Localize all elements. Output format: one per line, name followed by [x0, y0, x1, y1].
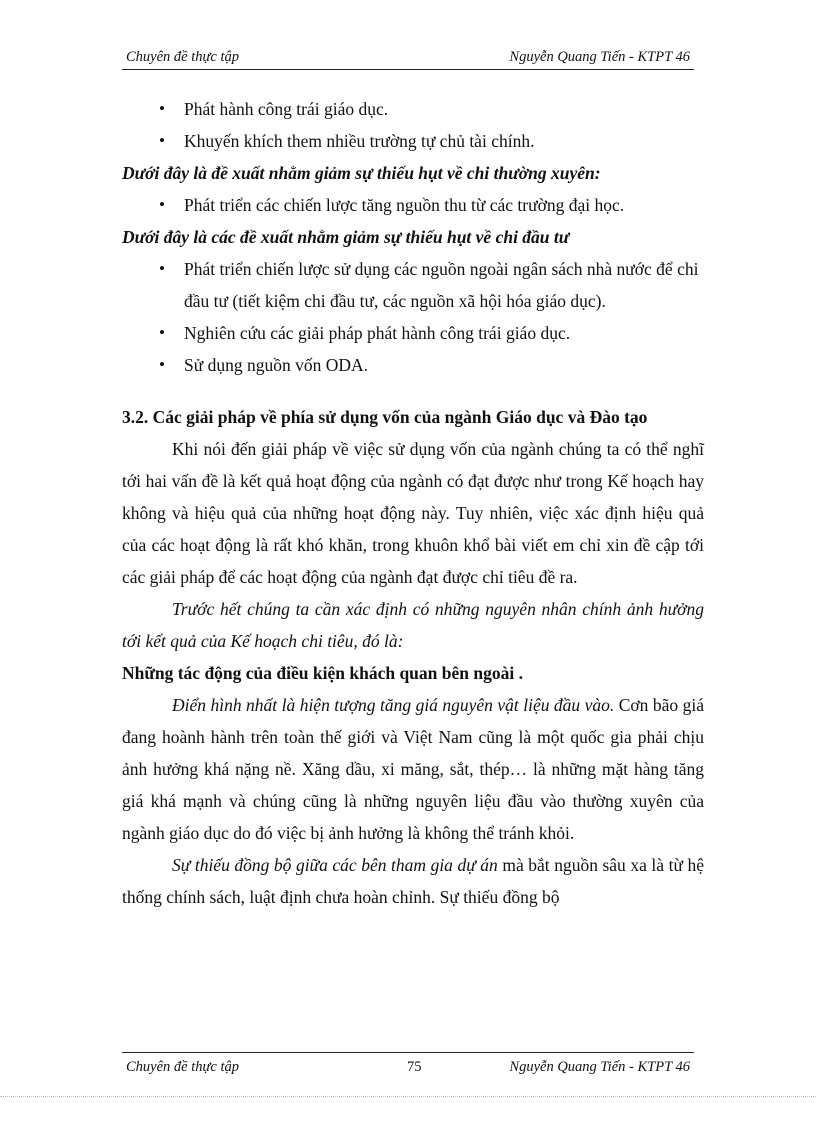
list-item: • Phát hành công trái giáo dục. [122, 93, 704, 125]
footer-right: Nguyễn Quang Tiến - KTPT 46 [509, 1059, 690, 1075]
paragraph-text: Cơn bão giá đang hoành hành trên toàn thế giới và Việt Nam cũng là một quốc gia phải chịu ảnh hưởng khá nặng nề. Xăng dầu, xi măng, sắt, thép… là những mặt hàng tăng giá khá mạnh và chúng cũng là những nguyên liệu đầu vào thường xuyên của ngành giáo dục do đó việc bị ảnh hưởng là không thể tránh khỏi. [122, 695, 704, 843]
header-right: Nguyễn Quang Tiến - KTPT 46 [509, 49, 690, 65]
section-title: 3.2. Các giải pháp về phía sử dụng vốn của ngành Giáo dục và Đào tạo [122, 407, 648, 427]
page-header [122, 49, 694, 70]
list-item: • Nghiên cứu các giải pháp phát hành công trái giáo dục. [122, 317, 704, 349]
subheading: Những tác động của điều kiện khách quan bên ngoài . [122, 663, 523, 683]
paragraph [122, 689, 704, 849]
page-break-line [0, 1096, 816, 1097]
page-number: 75 [407, 1059, 422, 1075]
footer-left: Chuyên đề thực tập [126, 1059, 240, 1075]
list-item: • Phát triển các chiến lược tăng nguồn thu từ các trường đại học. [122, 189, 704, 221]
header-left: Chuyên đề thực tập [126, 49, 240, 65]
list-item: • Khuyến khích them nhiều trường tự chủ tài chính. [122, 125, 704, 157]
paragraph-lead-italic: Sự thiếu đồng bộ giữa các bên tham gia dự án [172, 855, 498, 875]
page-footer [122, 1052, 694, 1081]
proposal-heading-recurrent: Dưới đây là đề xuất nhằm giảm sự thiếu hụt về chi thường xuyên: [122, 163, 601, 183]
paragraph [122, 849, 704, 913]
list-item: • Phát triển chiến lược sử dụng các nguồn ngoài ngân sách nhà nước để chi đầu tư (tiết kiệm chi đầu tư, các nguồn xã hội hóa giáo dục). [122, 253, 704, 317]
paragraph-text: mà bắt nguồn sâu xa là từ hệ thống chính sách, luật định chưa hoàn chỉnh. Sự thiếu đồng bộ [122, 855, 704, 907]
paragraph-lead-italic: Điển hình nhất là hiện tượng tăng giá nguyên vật liệu đầu vào. [172, 695, 615, 715]
proposal-heading-investment: Dưới đây là các đề xuất nhằm giảm sự thiếu hụt về chi đầu tư [122, 227, 570, 247]
list-item: • Sử dụng nguồn vốn ODA. [122, 349, 704, 381]
page-body [122, 93, 704, 913]
paragraph: Khi nói đến giải pháp về việc sử dụng vốn của ngành chúng ta có thể nghĩ tới hai vấn đề là kết quả hoạt động của ngành có đạt được như trong Kế hoạch hay không và hiệu quả của những hoạt động này. Tuy nhiên, việc xác định hiệu quả của các hoạt động là rất khó khăn, trong khuôn khổ bài viết em chỉ xin đề cập tới các giải pháp để các hoạt động của ngành đạt được chỉ tiêu đề ra. [122, 439, 704, 587]
paragraph-italic: Trước hết chúng ta cần xác định có những nguyên nhân chính ảnh hưởng tới kết quả của Kế hoạch chi tiêu, đó là: [122, 599, 704, 651]
